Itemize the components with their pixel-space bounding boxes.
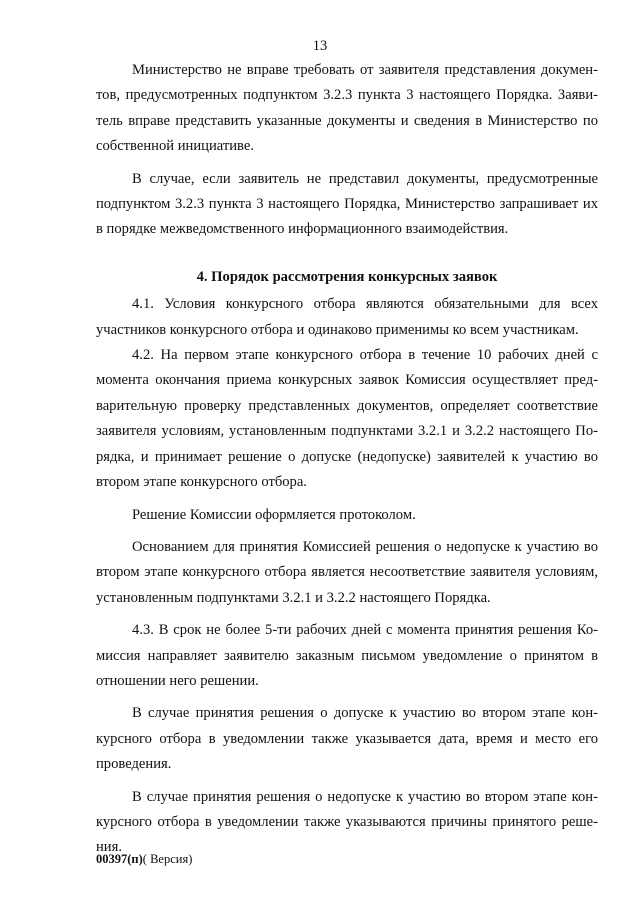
paragraph: В случае принятия решения о недопуске к участию во втором этапе конкурсного отбора в уведомлении также указываются причины принятого решения. (96, 788, 598, 856)
paragraph: В случае принятия решения о допуске к участию во втором этапе конкурсного отбора в уведомлении также указывается дата, время и место его проведения. (96, 705, 598, 773)
paragraph: В случае, если заявитель не представил документы, предусмотренные подпунктом 3.2.3 пункта 3 настоящего Порядка, Министерство запрашивает их в порядке межведомственного информационного взаимодействия. (96, 170, 598, 238)
paragraph: Основанием для принятия Комиссией решения о недопуске к участию во втором этапе конкурсного отбора является несоответствие заявителя условиям, установленным подпунктами 3.2.1 и 3.2.2 настоящего Порядка. (96, 538, 598, 606)
section-heading: 4. Порядок рассмотрения конкурсных заявок (196, 268, 498, 285)
document-footer (96, 851, 192, 867)
document-body (96, 58, 598, 861)
page-number: 13 (312, 38, 328, 54)
document-code: 00397(п) (96, 852, 143, 866)
paragraph: Министерство не вправе требовать от заявителя представления документов, предусмотренных подпунктом 3.2.3 пункта 3 настоящего Порядка. Заявитель вправе представить указанные документы и сведения в Министерство по собственной инициативе. (96, 62, 598, 155)
paragraph: 4.2. На первом этапе конкурсного отбора в течение 10 рабочих дней с момента окончания приема конкурсных заявок Комиссия осуществляет предварительную проверку представленных документов, определяет соответствие заявителя условиям, установленным подпунктами 3.2.1 и 3.2.2 настоящего Порядка, и принимает решение о допуске (недопуске) заявителей к участию во втором этапе конкурсного отбора. (96, 347, 598, 491)
paragraph: 4.1. Условия конкурсного отбора являются обязательными для всех участников конкурсного отбора и одинаково применимы ко всем участникам. (96, 296, 598, 338)
paragraph: 4.3. В срок не более 5-ти рабочих дней с момента принятия решения Комиссия направляет заявителю заказным письмом уведомление о принятом в отношении него решении. (96, 622, 598, 689)
paragraph: Решение Комиссии оформляется протоколом. (132, 506, 416, 523)
document-version: ( Версия) (142, 852, 193, 866)
